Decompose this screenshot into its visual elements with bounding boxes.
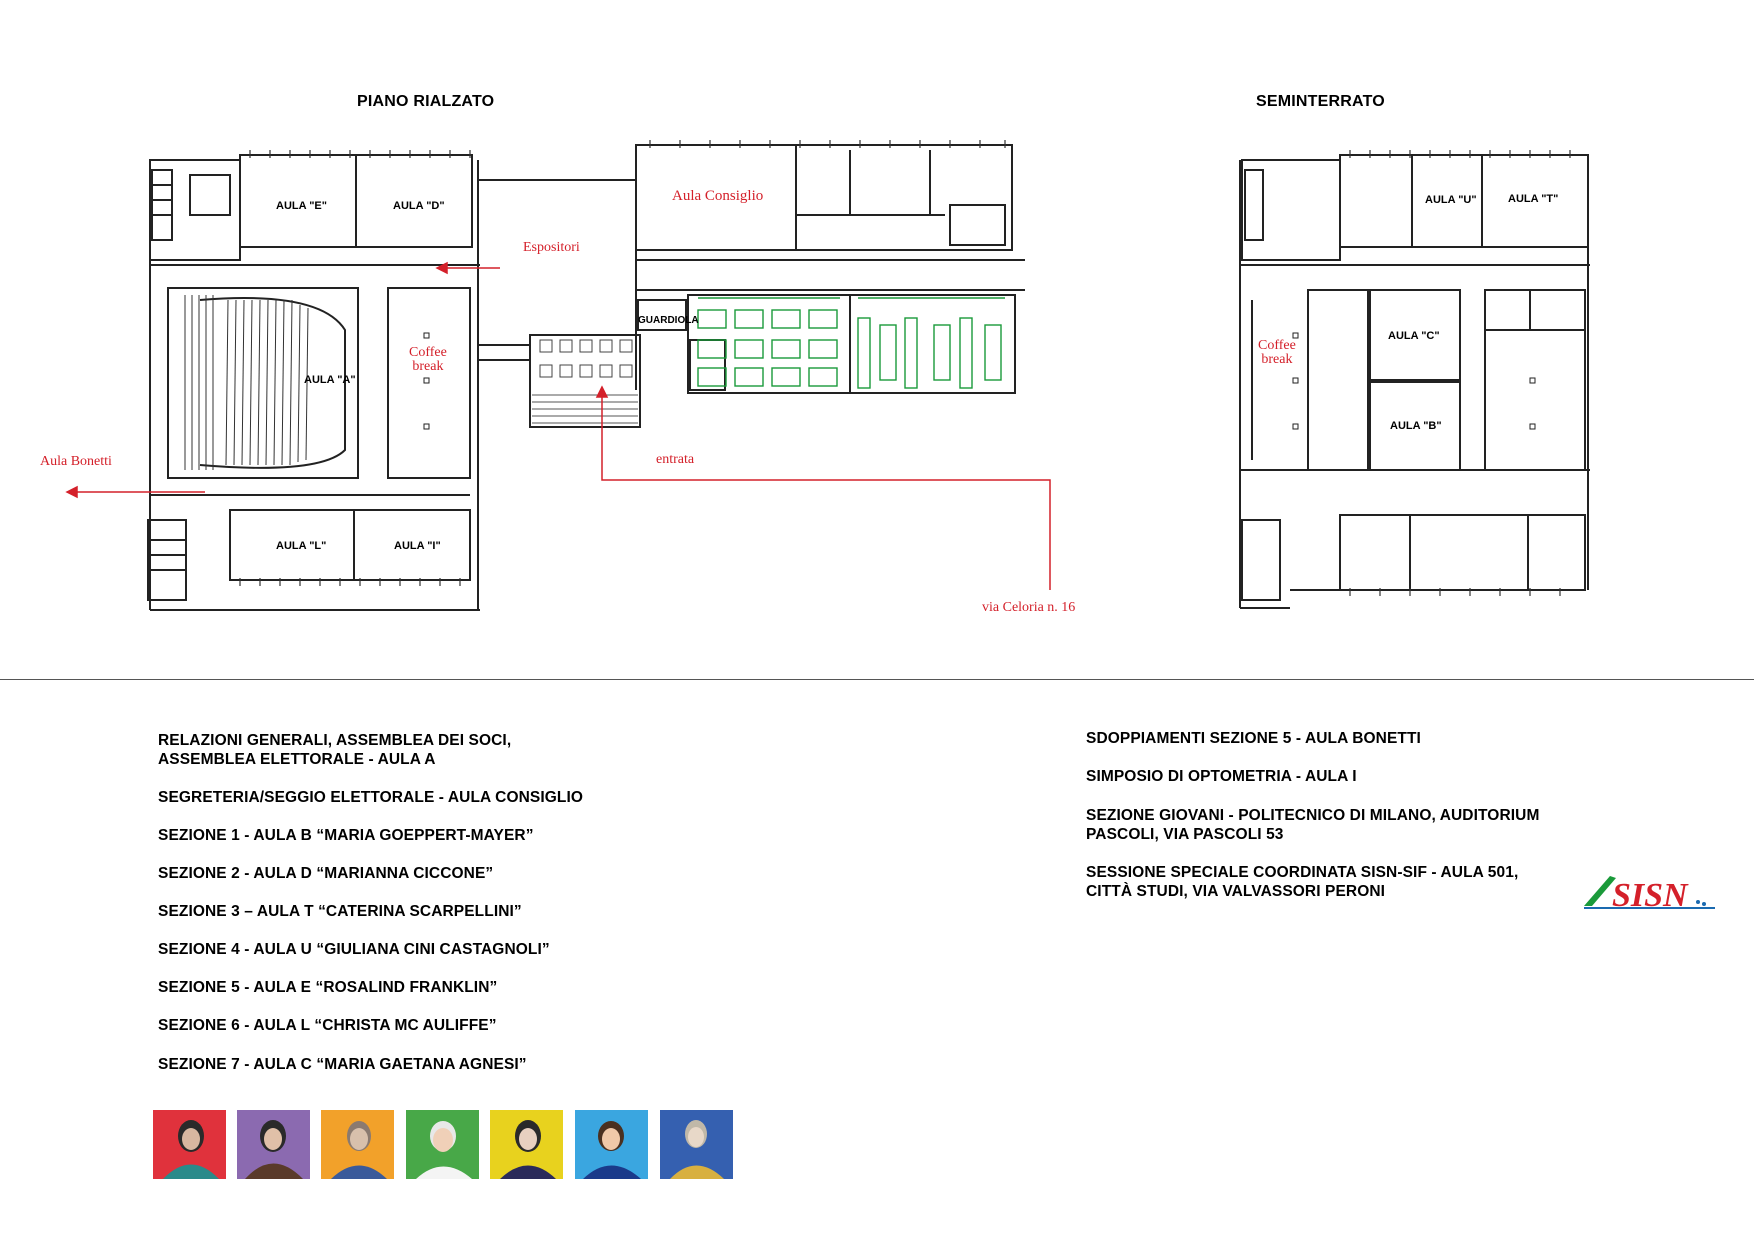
room-label-aula-t: AULA "T" — [1508, 193, 1559, 205]
svg-text:SISN: SISN — [1612, 877, 1688, 914]
legend-item-segreteria: SEGRETERIA/SEGGIO ELETTORALE - AULA CONSIGLIO — [158, 789, 584, 806]
portrait-5 — [490, 1110, 563, 1179]
portrait-7 — [660, 1110, 733, 1179]
room-label-aula-u: AULA "U" — [1425, 194, 1477, 206]
legend-item-sezione-4: SEZIONE 4 - AULA U “GIULIANA CINI CASTAGNOLI” — [158, 941, 550, 958]
legend-item-sezione-6: SEZIONE 6 - AULA L “CHRISTA MC AULIFFE” — [158, 1017, 497, 1034]
basement-coffee-break-line-1: Coffee — [1258, 338, 1296, 353]
legend-item-relazioni — [158, 731, 511, 769]
room-label-aula-a: AULA "A" — [304, 374, 356, 386]
legend-line: RELAZIONI GENERALI, ASSEMBLEA DEI SOCI, — [158, 732, 512, 749]
room-label-aula-l: AULA "L" — [276, 540, 327, 552]
basement-coffee-break-label — [1258, 339, 1296, 367]
legend-line: ASSEMBLEA ELETTORALE - AULA A — [158, 751, 436, 768]
portrait-3 — [321, 1110, 394, 1179]
sisn-logo — [1580, 868, 1720, 918]
portrait-1 — [153, 1110, 226, 1179]
section-divider — [0, 679, 1754, 680]
portrait-2 — [237, 1110, 310, 1179]
basement-coffee-break-line-2: break — [1261, 352, 1293, 367]
room-label-aula-i: AULA "I" — [394, 540, 441, 552]
legend-line: SEZIONE GIOVANI - POLITECNICO DI MILANO, AUDITORIUM — [1086, 807, 1540, 824]
via-celoria-label: via Celoria n. 16 — [982, 600, 1076, 615]
room-label-aula-b: AULA "B" — [1390, 420, 1442, 432]
coffee-break-line-1: Coffee — [409, 345, 447, 360]
portrait-6 — [575, 1110, 648, 1179]
espositori-label: Espositori — [523, 240, 580, 255]
coffee-break-label — [409, 346, 447, 374]
ground-floor-title: PIANO RIALZATO — [357, 93, 495, 110]
legend-item-sessione-speciale — [1086, 863, 1518, 901]
legend-line: SESSIONE SPECIALE COORDINATA SISN-SIF - AULA 501, — [1086, 864, 1519, 881]
legend-line: CITTÀ STUDI, VIA VALVASSORI PERONI — [1086, 883, 1386, 900]
basement-title: SEMINTERRATO — [1256, 93, 1385, 110]
legend-item-sezione-giovani — [1086, 806, 1539, 844]
legend-item-sezione-2: SEZIONE 2 - AULA D “MARIANNA CICCONE” — [158, 865, 494, 882]
legend-item-sezione-1: SEZIONE 1 - AULA B “MARIA GOEPPERT-MAYER” — [158, 827, 534, 844]
aula-consiglio-label: Aula Consiglio — [672, 188, 764, 204]
portrait-4 — [406, 1110, 479, 1179]
legend-item-sezione-5: SEZIONE 5 - AULA E “ROSALIND FRANKLIN” — [158, 979, 498, 996]
legend-item-sezione-7: SEZIONE 7 - AULA C “MARIA GAETANA AGNESI” — [158, 1056, 527, 1073]
legend-item-sdoppiamenti: SDOPPIAMENTI SEZIONE 5 - AULA BONETTI — [1086, 730, 1421, 747]
legend-line: PASCOLI, VIA PASCOLI 53 — [1086, 826, 1284, 843]
entrata-label: entrata — [656, 452, 695, 467]
room-label-aula-e: AULA "E" — [276, 200, 327, 212]
legend-item-sezione-3: SEZIONE 3 – AULA T “CATERINA SCARPELLINI” — [158, 903, 522, 920]
legend-item-optometria: SIMPOSIO DI OPTOMETRIA - AULA I — [1086, 768, 1357, 785]
room-label-aula-c: AULA "C" — [1388, 330, 1440, 342]
room-label-guardiola: GUARDIOLA — [638, 315, 699, 326]
coffee-break-line-2: break — [412, 359, 444, 374]
room-label-aula-d: AULA "D" — [393, 200, 445, 212]
aula-bonetti-label: Aula Bonetti — [40, 454, 112, 469]
